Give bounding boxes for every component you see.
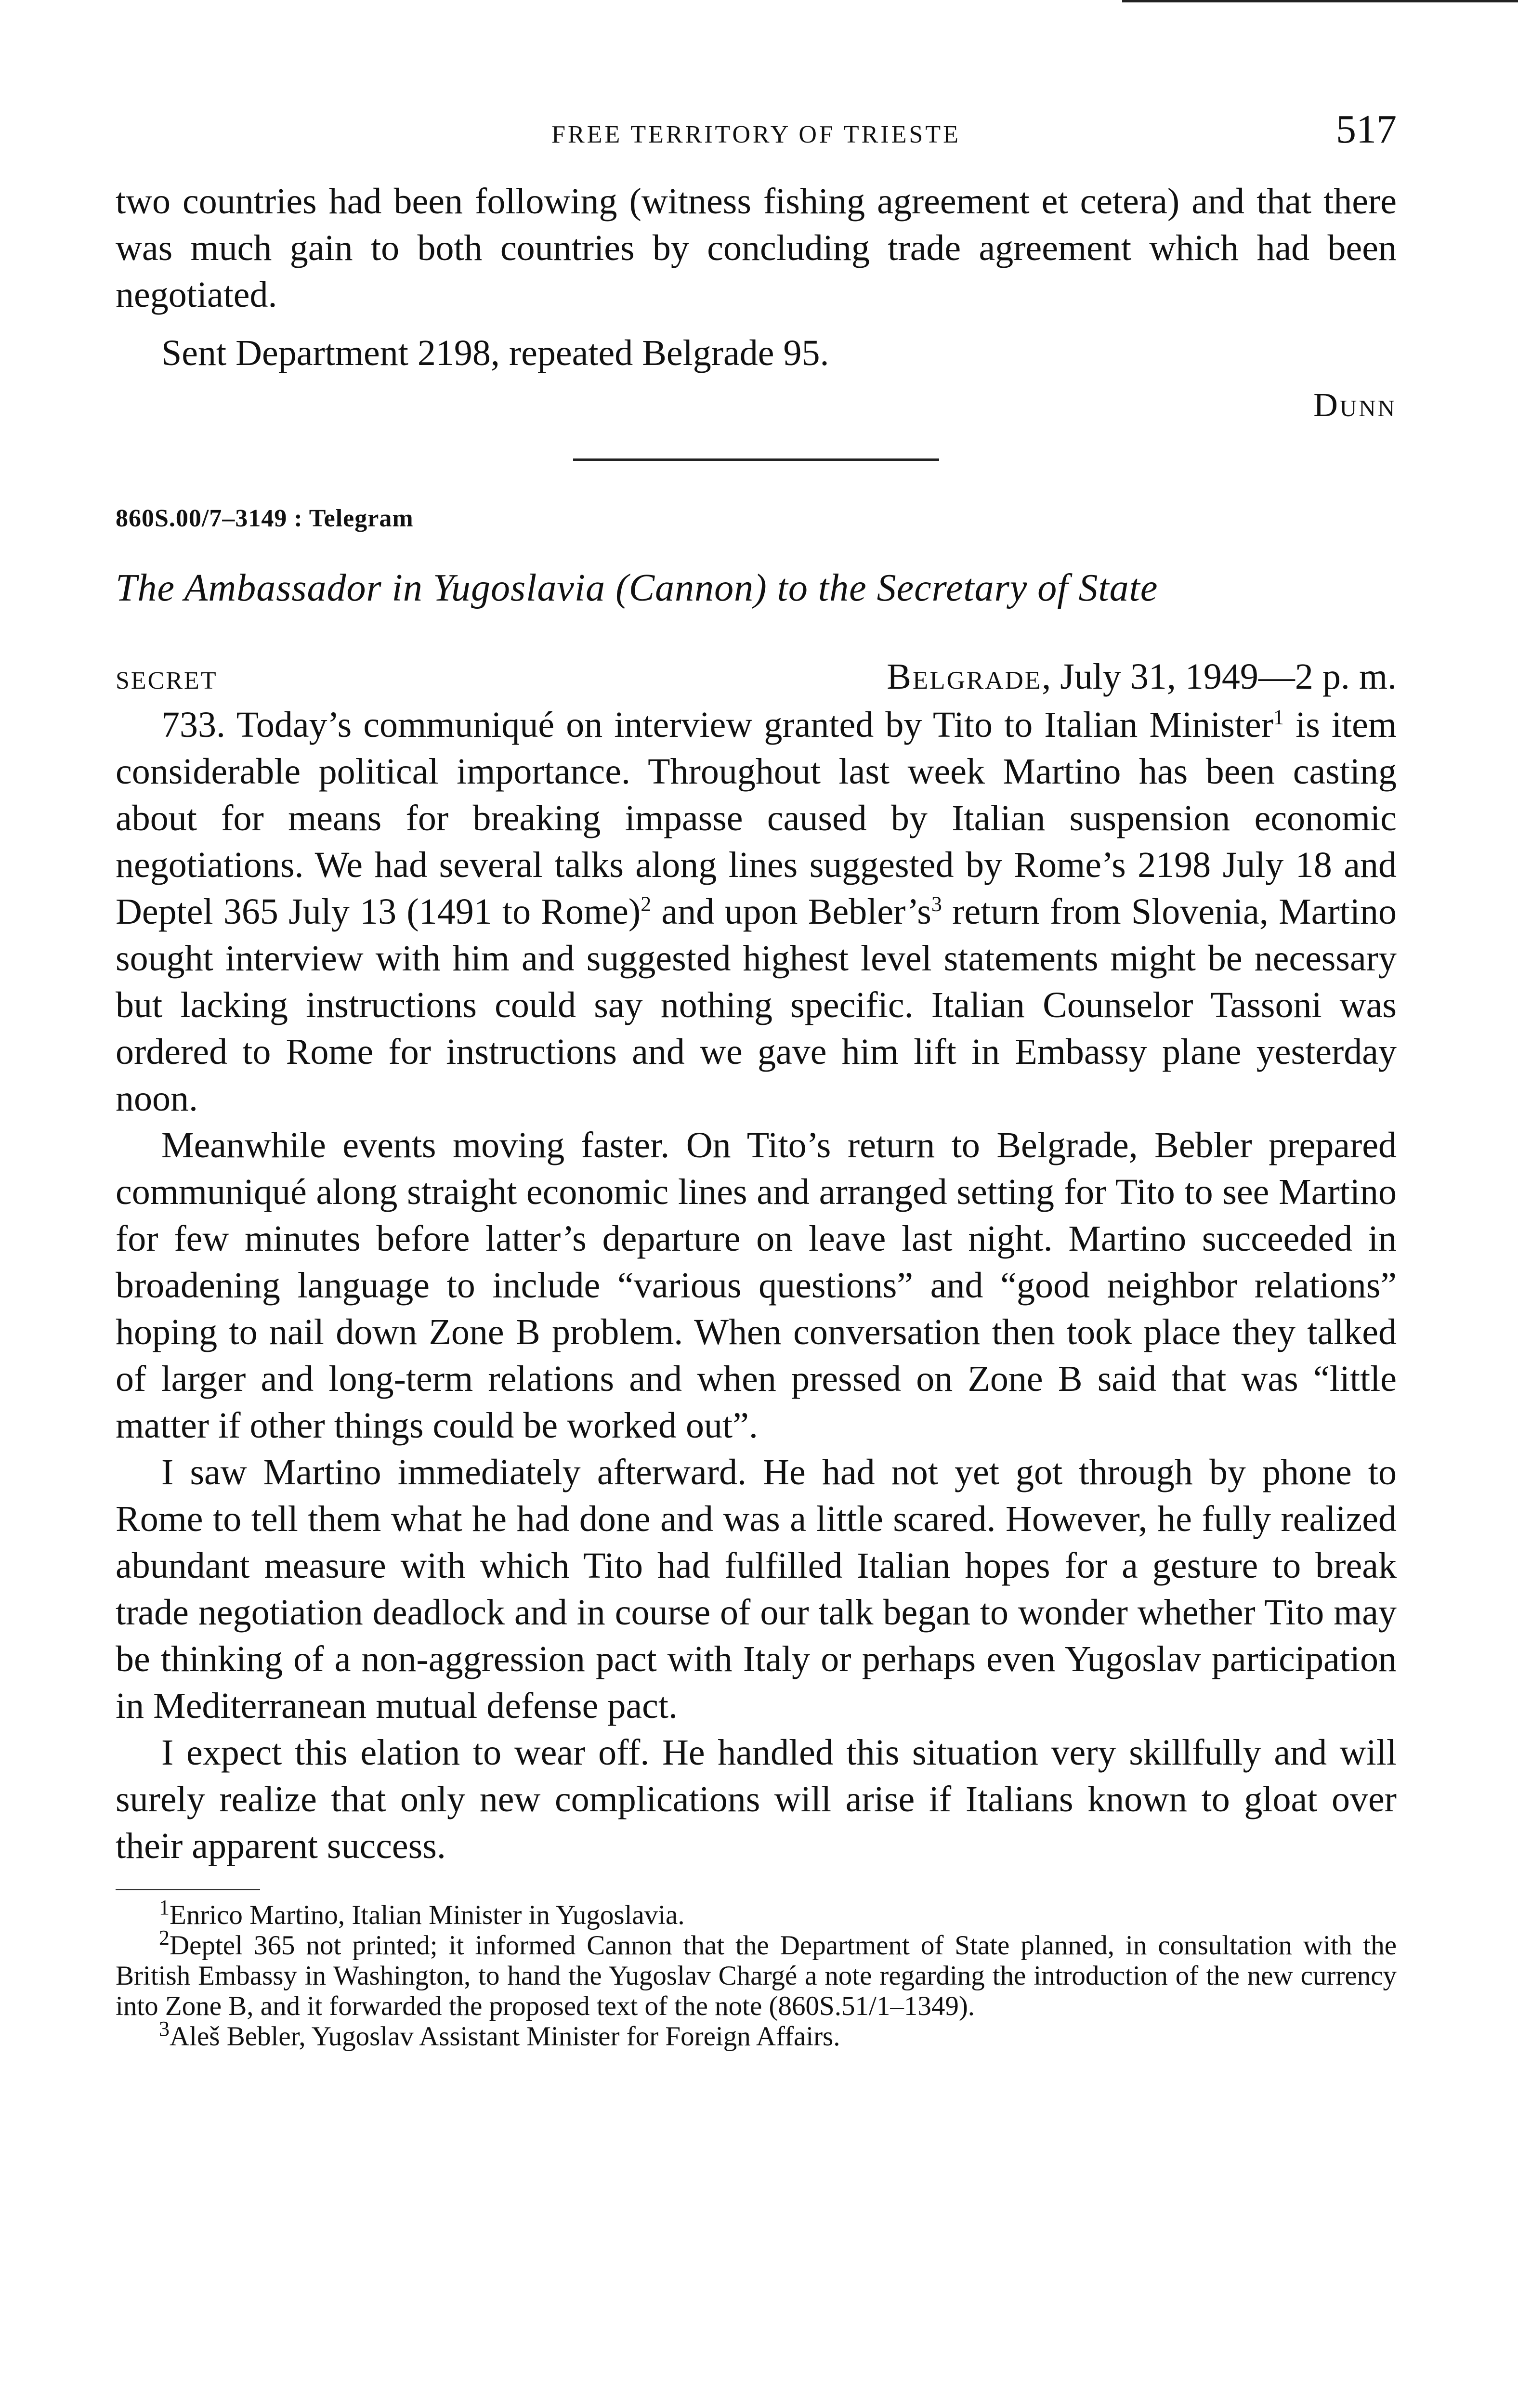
footnote-text-1: Enrico Martino, Italian Minister in Yugoslavia. [170, 1900, 685, 1930]
para1-text-b: is item considerable political importance. Throughout last week Martino has been casting about for means for breaking impasse caused by Italian suspension economic negotiations. We had several talks along lines suggested by Rome’s 2198 July 18 and Deptel 365 July 13 (1491 to Rome) [116, 705, 1397, 932]
dateline-row [116, 656, 1397, 698]
section-separator [573, 458, 939, 461]
footnote-text-3: Aleš Bebler, Yugoslav Assistant Minister for Foreign Affairs. [170, 2021, 840, 2052]
footnote-ref-1: 1 [1273, 705, 1284, 729]
dateline-date: , July 31, 1949—2 p. m. [1042, 656, 1397, 697]
continuation-paragraph: two countries had been following (witness fishing agreement et cetera) and that there was much gain to both countries by concluding trade agreement which had been negotiated. [116, 181, 1397, 315]
classification-label: SECRET [116, 667, 218, 694]
dateline-place: Belgrade [887, 656, 1042, 697]
footnote-ref-3: 3 [931, 892, 942, 916]
body-paragraph-4: I expect this elation to wear off. He handled this situation very skillfully and will surely realize that only new complications will arise if Italians known to gloat over their apparent success. [116, 1732, 1397, 1866]
signature: Dunn [1313, 387, 1397, 424]
running-title: FREE TERRITORY OF TRIESTE [551, 121, 961, 148]
footnote-ref-2: 2 [641, 892, 652, 916]
para1-text-c: and upon Bebler’s [651, 891, 931, 932]
page-number: 517 [1336, 107, 1397, 152]
sent-line: Sent Department 2198, repeated Belgrade 95. [161, 333, 829, 373]
para1-text-a: 733. Today’s communiqué on interview granted by Tito to Italian Minister [161, 705, 1274, 745]
page [116, 106, 1397, 2052]
para1-text-d: return from Slovenia, Martino sought interview with him and suggested highest level statements might be necessary but lacking instructions could say nothing specific. Italian Counselor Tassoni was ordered to Rome for instructions and we gave him lift in Embassy plane yesterday noon. [116, 891, 1397, 1119]
footnote-1 [116, 1896, 1397, 1930]
footnote-mark-1: 1 [159, 1896, 170, 1919]
body-paragraph-1 [116, 702, 1397, 1122]
top-edge-rule [1122, 0, 1518, 2]
footnote-3 [116, 2017, 1397, 2052]
body-paragraph-3: I saw Martino immediately afterward. He had not yet got through by phone to Rome to tell them what he had done and was a little scared. However, he fully realized abundant measure with which Tito had fulfilled Italian hopes for a gesture to break trade negotiation deadlock and in course of our talk began to wonder whether Tito may be thinking of a non-aggression pact with Italy or perhaps even Yugoslav participation in Mediterranean mutual defense pact. [116, 1452, 1397, 1726]
body-paragraph-2: Meanwhile events moving faster. On Tito’s return to Belgrade, Bebler prepared communiqué along straight economic lines and arranged setting for Tito to see Martino for few minutes before latter’s departure on leave last night. Martino succeeded in broadening language to include “various questions” and “good neighbor relations” hoping to nail down Zone B problem. When conversation then took place they talked of larger and long-term relations and when pressed on Zone B said that was “little matter if other things could be worked out”. [116, 1125, 1397, 1446]
footnote-rule [116, 1889, 260, 1890]
footnote-text-2: Deptel 365 not printed; it informed Cannon that the Department of State planned, in consultation with the British Embassy in Washington, to hand the Yugoslav Chargé a note regarding the introduction of the new currency into Zone B, and it forwarded the proposed text of the note (860S.51/1–1349). [116, 1930, 1397, 2021]
footnote-2 [116, 1926, 1397, 2021]
document-title: The Ambassador in Yugoslavia (Cannon) to the Secretary of State [116, 567, 1158, 609]
footnote-mark-2: 2 [159, 1926, 170, 1950]
footnote-mark-3: 3 [159, 2017, 170, 2041]
dateline [887, 656, 1397, 698]
page-header [116, 106, 1397, 178]
footnotes [116, 1896, 1397, 2052]
file-reference: 860S.00/7–3149 : Telegram [116, 505, 414, 532]
